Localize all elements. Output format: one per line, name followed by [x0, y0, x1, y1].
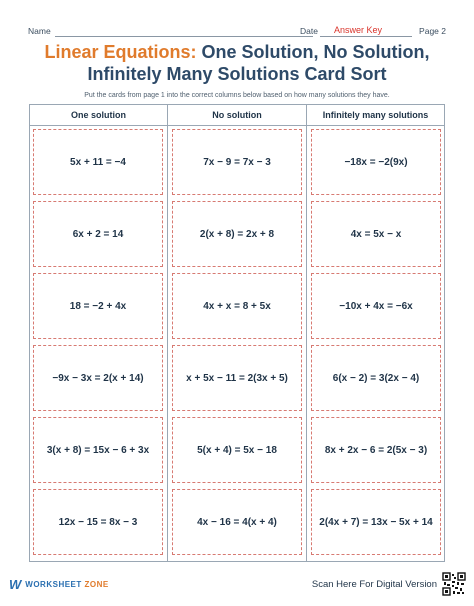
- column-divider: [306, 105, 307, 561]
- column-heading-no-solution: No solution: [212, 110, 262, 120]
- title-accent: Linear Equations:: [44, 42, 197, 62]
- worksheet-zone-logo: [9, 577, 109, 591]
- logo-mark-icon: W: [9, 576, 22, 592]
- card-one-solution[interactable]: 3(x + 8) = 15x − 6 + 3x: [33, 417, 163, 483]
- scan-instruction: Scan Here For Digital Version: [311, 579, 437, 590]
- name-field-line: [55, 36, 313, 37]
- card-sort-table: [29, 104, 445, 562]
- title-rest: One Solution, No Solution,: [196, 42, 430, 62]
- date-label: Date: [300, 26, 318, 36]
- column-heading-infinitely-many: Infinitely many solutions: [322, 110, 429, 120]
- card-no-solution[interactable]: 2(x + 8) = 2x + 8: [172, 201, 302, 267]
- card-no-solution[interactable]: 7x − 9 = 7x − 3: [172, 129, 302, 195]
- logo-accent: ZONE: [81, 579, 109, 589]
- logo-text: [25, 580, 108, 589]
- qr-code-icon[interactable]: [442, 572, 466, 596]
- header-row: [28, 26, 446, 40]
- card-no-solution[interactable]: 4x + x = 8 + 5x: [172, 273, 302, 339]
- answer-key-label: Answer Key: [334, 25, 383, 35]
- column-heading-one-solution: One solution: [71, 110, 126, 120]
- card-no-solution[interactable]: x + 5x − 11 = 2(3x + 5): [172, 345, 302, 411]
- card-one-solution[interactable]: −9x − 3x = 2(x + 14): [33, 345, 163, 411]
- card-infinitely-many[interactable]: 4x = 5x − x: [311, 201, 441, 267]
- card-one-solution[interactable]: 12x − 15 = 8x − 3: [33, 489, 163, 555]
- name-label: Name: [28, 26, 51, 36]
- instructions: Put the cards from page 1 into the correct columns below based on how many solutions they have.: [84, 92, 390, 99]
- card-one-solution[interactable]: 18 = −2 + 4x: [33, 273, 163, 339]
- page-title-line2: Infinitely Many Solutions Card Sort: [87, 64, 387, 84]
- column-divider: [167, 105, 168, 561]
- card-infinitely-many[interactable]: 6(x − 2) = 3(2x − 4): [311, 345, 441, 411]
- card-one-solution[interactable]: 6x + 2 = 14: [33, 201, 163, 267]
- card-no-solution[interactable]: 4x − 16 = 4(x + 4): [172, 489, 302, 555]
- date-field-line: [320, 36, 412, 37]
- card-no-solution[interactable]: 5(x + 4) = 5x − 18: [172, 417, 302, 483]
- card-infinitely-many[interactable]: 2(4x + 7) = 13x − 5x + 14: [311, 489, 441, 555]
- card-infinitely-many[interactable]: 8x + 2x − 6 = 2(5x − 3): [311, 417, 441, 483]
- card-infinitely-many[interactable]: −18x = −2(9x): [311, 129, 441, 195]
- card-one-solution[interactable]: 5x + 11 = −4: [33, 129, 163, 195]
- page-title-line1: [0, 41, 474, 63]
- logo-primary: WORKSHEET: [25, 579, 82, 589]
- header-divider: [30, 125, 444, 126]
- card-infinitely-many[interactable]: −10x + 4x = −6x: [311, 273, 441, 339]
- page-number: Page 2: [419, 26, 446, 36]
